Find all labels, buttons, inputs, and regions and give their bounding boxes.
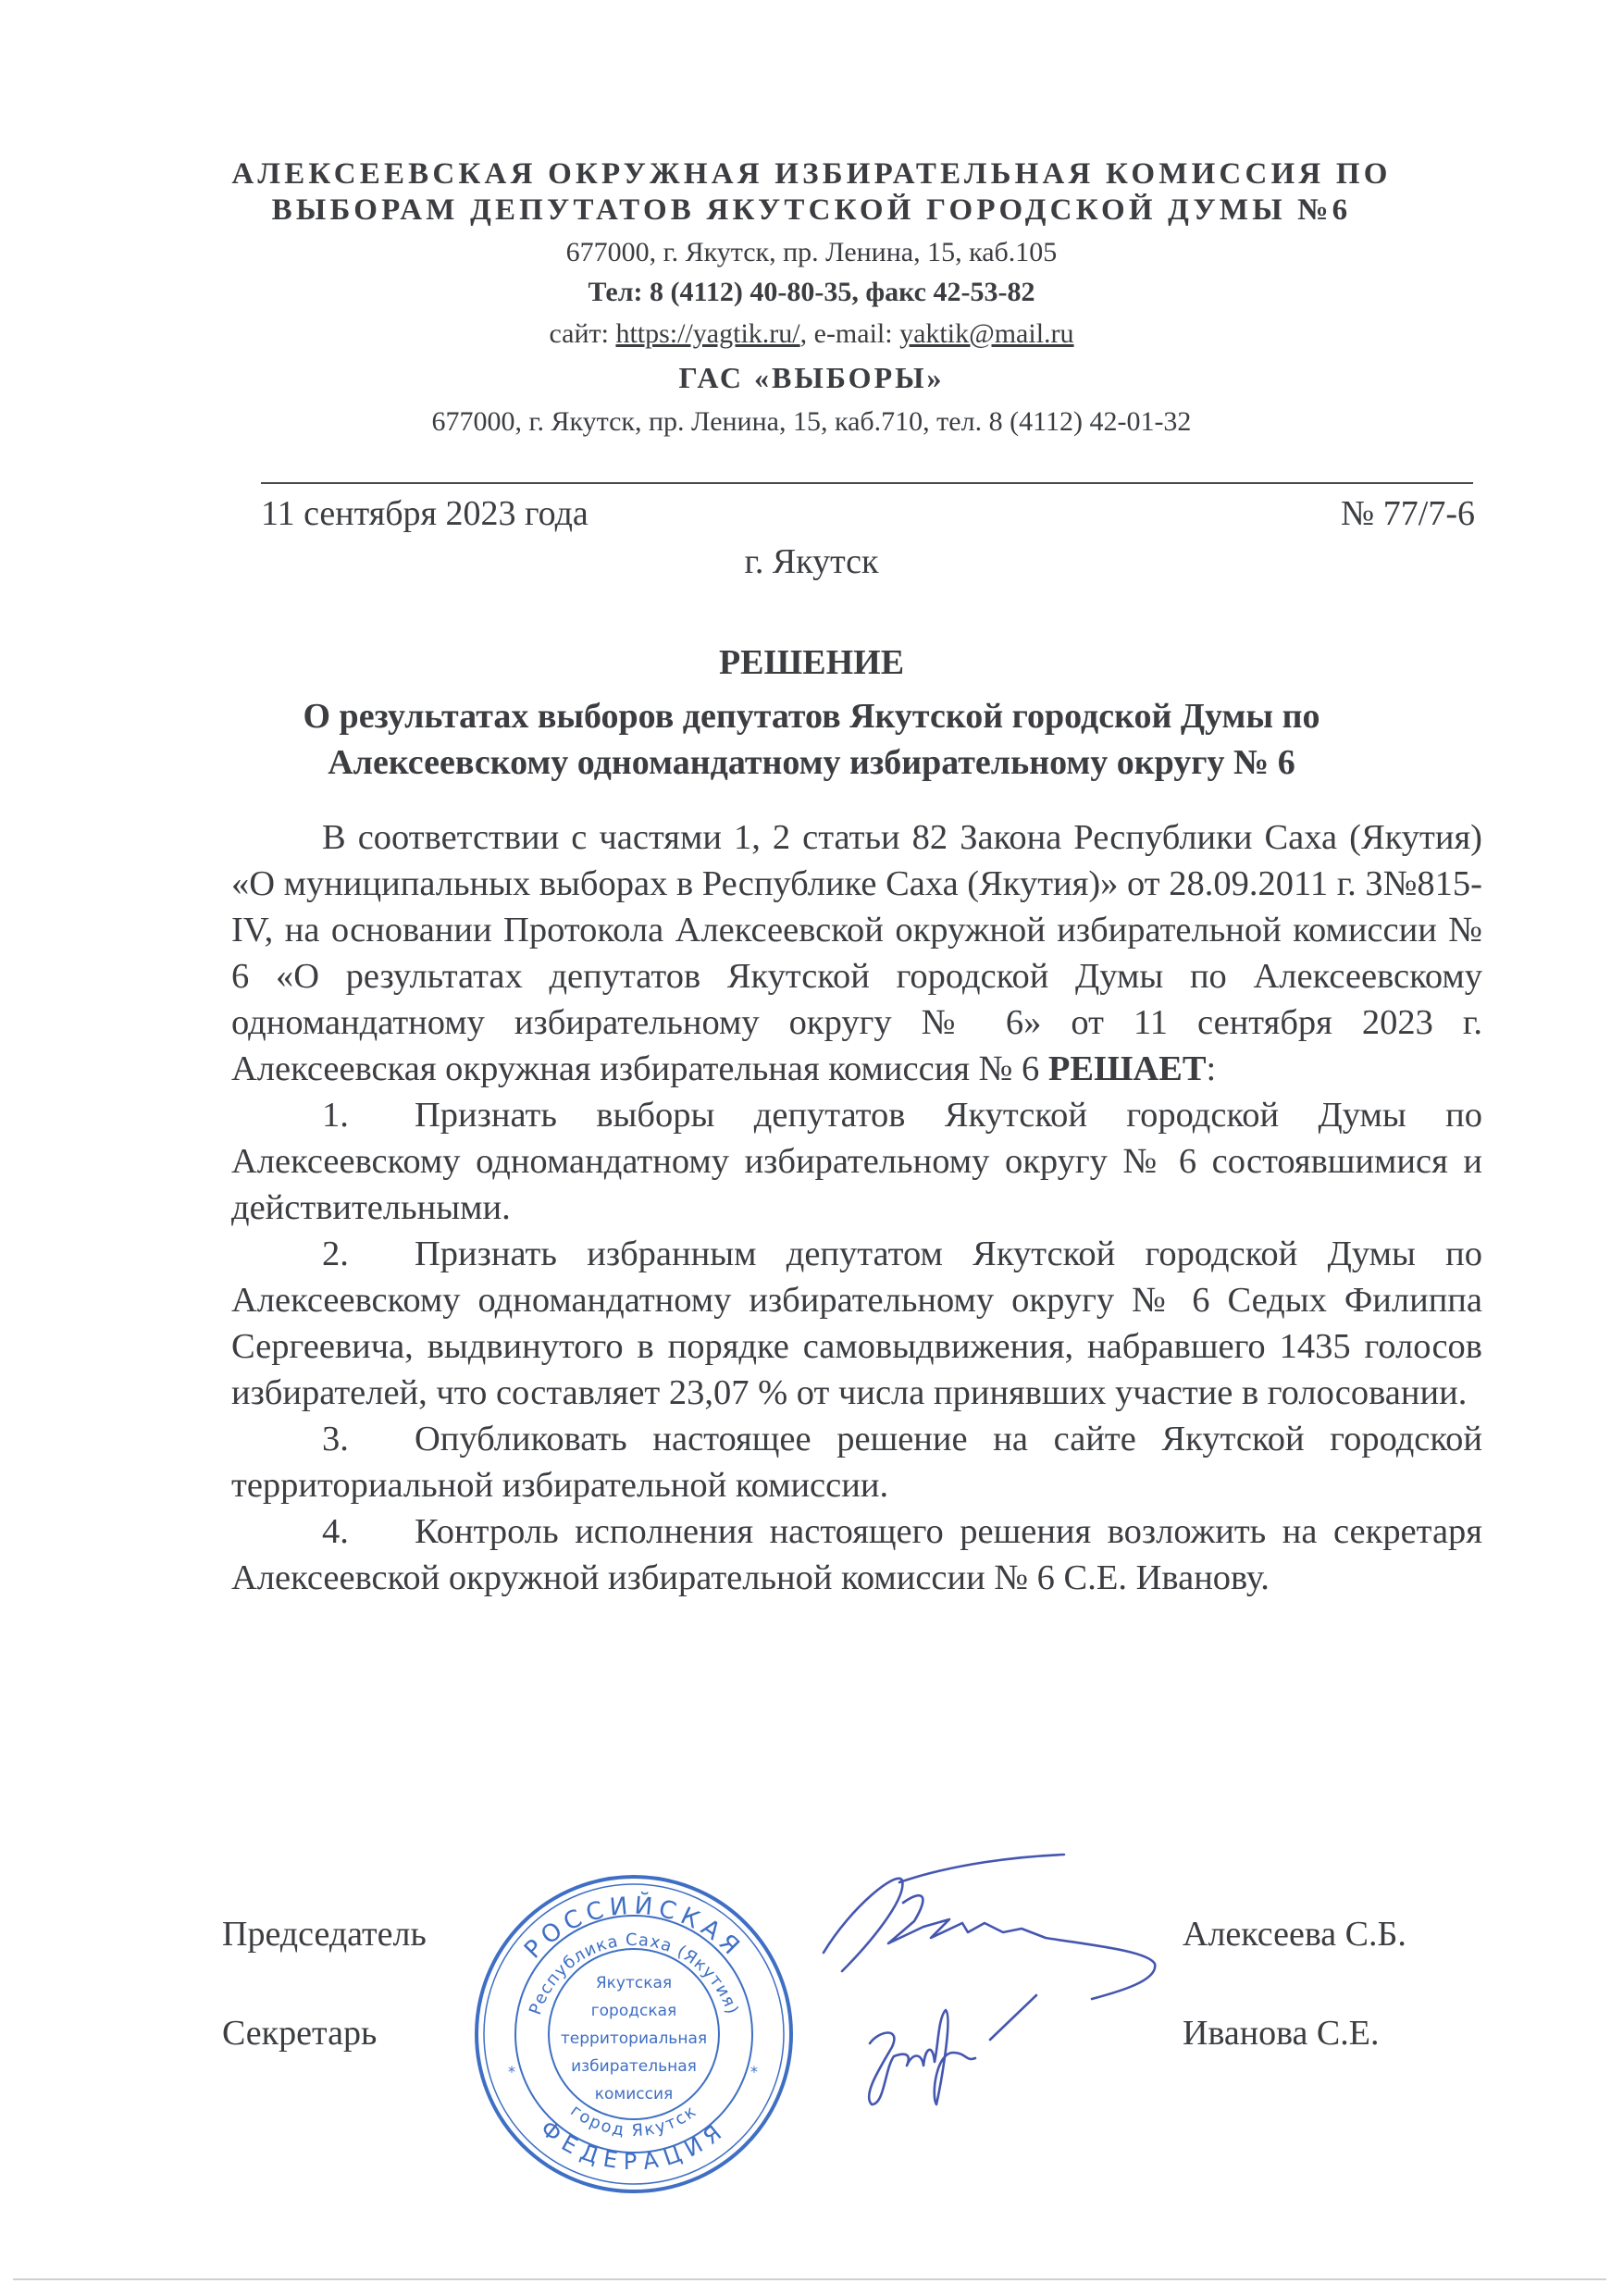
document-body [231,814,1482,1601]
item-number: 4. [322,1512,349,1551]
chair-name: Алексеева С.Б. [1183,1915,1406,1954]
resolves-colon: : [1206,1049,1217,1088]
stamp-center-line-4: избирательная [571,2057,697,2076]
org-name-line-2: ВЫБОРАМ ДЕПУТАТОВ ЯКУТСКОЙ ГОРОДСКОЙ ДУМЫ №6 [271,193,1352,227]
org-name-line-1: АЛЕКСЕЕВСКАЯ ОКРУЖНАЯ ИЗБИРАТЕЛЬНАЯ КОМИССИЯ ПО [231,157,1392,191]
stamp-outer-bottom-text: ФЕДЕРАЦИЯ [535,2115,733,2176]
site-link[interactable]: https://yagtik.ru/ [615,318,800,349]
stamp-ring-top-text: Республика Саха (Якутия) [526,1930,742,2017]
org-address: 677000, г. Якутск, пр. Ленина, 15, каб.105 [565,237,1058,267]
item-text: Признать выборы депутатов Якутской городской Думы по Алексеевскому одномандатному избирательному округу № 6 состоявшимися и действительными. [231,1096,1482,1227]
document-date: 11 сентября 2023 года [261,494,588,533]
secretary-signature [869,1995,1036,2104]
gas-title: ГАС «ВЫБОРЫ» [678,361,945,394]
stamp-star-left: * [508,2063,515,2080]
stamp-center-line-2: городская [590,2002,677,2020]
stamp-star-right: * [750,2063,758,2080]
stamp-center-line-1: Якутская [595,1974,673,1992]
org-contacts [0,317,1623,351]
secretary-label: Секретарь [222,2014,378,2053]
stamp-center-line-3: территориальная [560,2029,708,2048]
header-divider [261,482,1473,484]
chair-label: Председатель [222,1915,427,1954]
item-text: Признать избранным депутатом Якутской городской Думы по Алексеевскому одномандатному избирательному округу № 6 Седых Филиппа Сергеевича, выдвинутого в порядке самовыдвижения, набравшего 1435 голосов избирателей, что составляет 23,07 % от числа принявших участие в голосовании. [231,1235,1482,1412]
email-link[interactable]: yaktik@mail.ru [899,318,1074,349]
stamp-ring-bottom-text: город Якутск [566,2101,701,2141]
item-text: Опубликовать настоящее решение на сайте Якутской городской территориальной избирательной комиссии. [231,1420,1482,1505]
document-kind: РЕШЕНИЕ [718,643,905,682]
signature-strokes [814,1842,1166,2119]
document-title-line-2: Алексеевскому одномандатному избирательному округу № 6 [328,743,1295,782]
resolution-item-2 [231,1231,1482,1416]
preamble-text: В соответствии с частями 1, 2 статьи 82 Закона Республики Саха (Якутия) «О муниципальных выборах в Республике Саха (Якутия)» от 28.09.2011 г. З№815-IV, на основании Протокола Алексеевской окружной избирательной комиссии № 6 «О результатах депутатов Якутской городской Думы по Алексеевскому одномандатному избирательному округу № 6» от 11 сентября 2023 г. Алексеевская окружная избирательная комиссия № 6 [231,818,1482,1088]
stamp-outer-top-text: РОССИЙСКАЯ [519,1892,749,1965]
item-text: Контроль исполнения настоящего решения возложить на секретаря Алексеевской окружной избирательной комиссии № 6 С.Е. Иванову. [231,1512,1482,1597]
document-city: г. Якутск [744,542,879,581]
document-number: № 77/7-6 [1341,494,1475,533]
item-number: 1. [322,1096,349,1135]
item-number: 2. [322,1235,349,1273]
scan-edge-line [13,2278,1606,2280]
resolution-item-1 [231,1092,1482,1231]
document-title-line-1: О результатах выборов депутатов Якутской городской Думы по [303,697,1320,736]
resolution-item-4 [231,1508,1482,1601]
official-stamp [467,1868,800,2201]
item-number: 3. [322,1420,349,1458]
gas-address: 677000, г. Якутск, пр. Ленина, 15, каб.710, тел. 8 (4112) 42-01-32 [431,406,1192,437]
chair-signature [824,1855,1155,1999]
org-phone: Тел: 8 (4112) 40-80-35, факс 42-53-82 [588,277,1035,307]
stamp-center-line-5: комиссия [594,2085,674,2104]
secretary-name: Иванова С.Е. [1183,2014,1380,2053]
email-label: , e-mail: [799,318,900,349]
preamble [231,814,1482,1092]
resolution-item-3 [231,1416,1482,1508]
site-label: сайт: [549,318,616,349]
resolves-keyword: РЕШАЕТ [1047,1049,1207,1088]
